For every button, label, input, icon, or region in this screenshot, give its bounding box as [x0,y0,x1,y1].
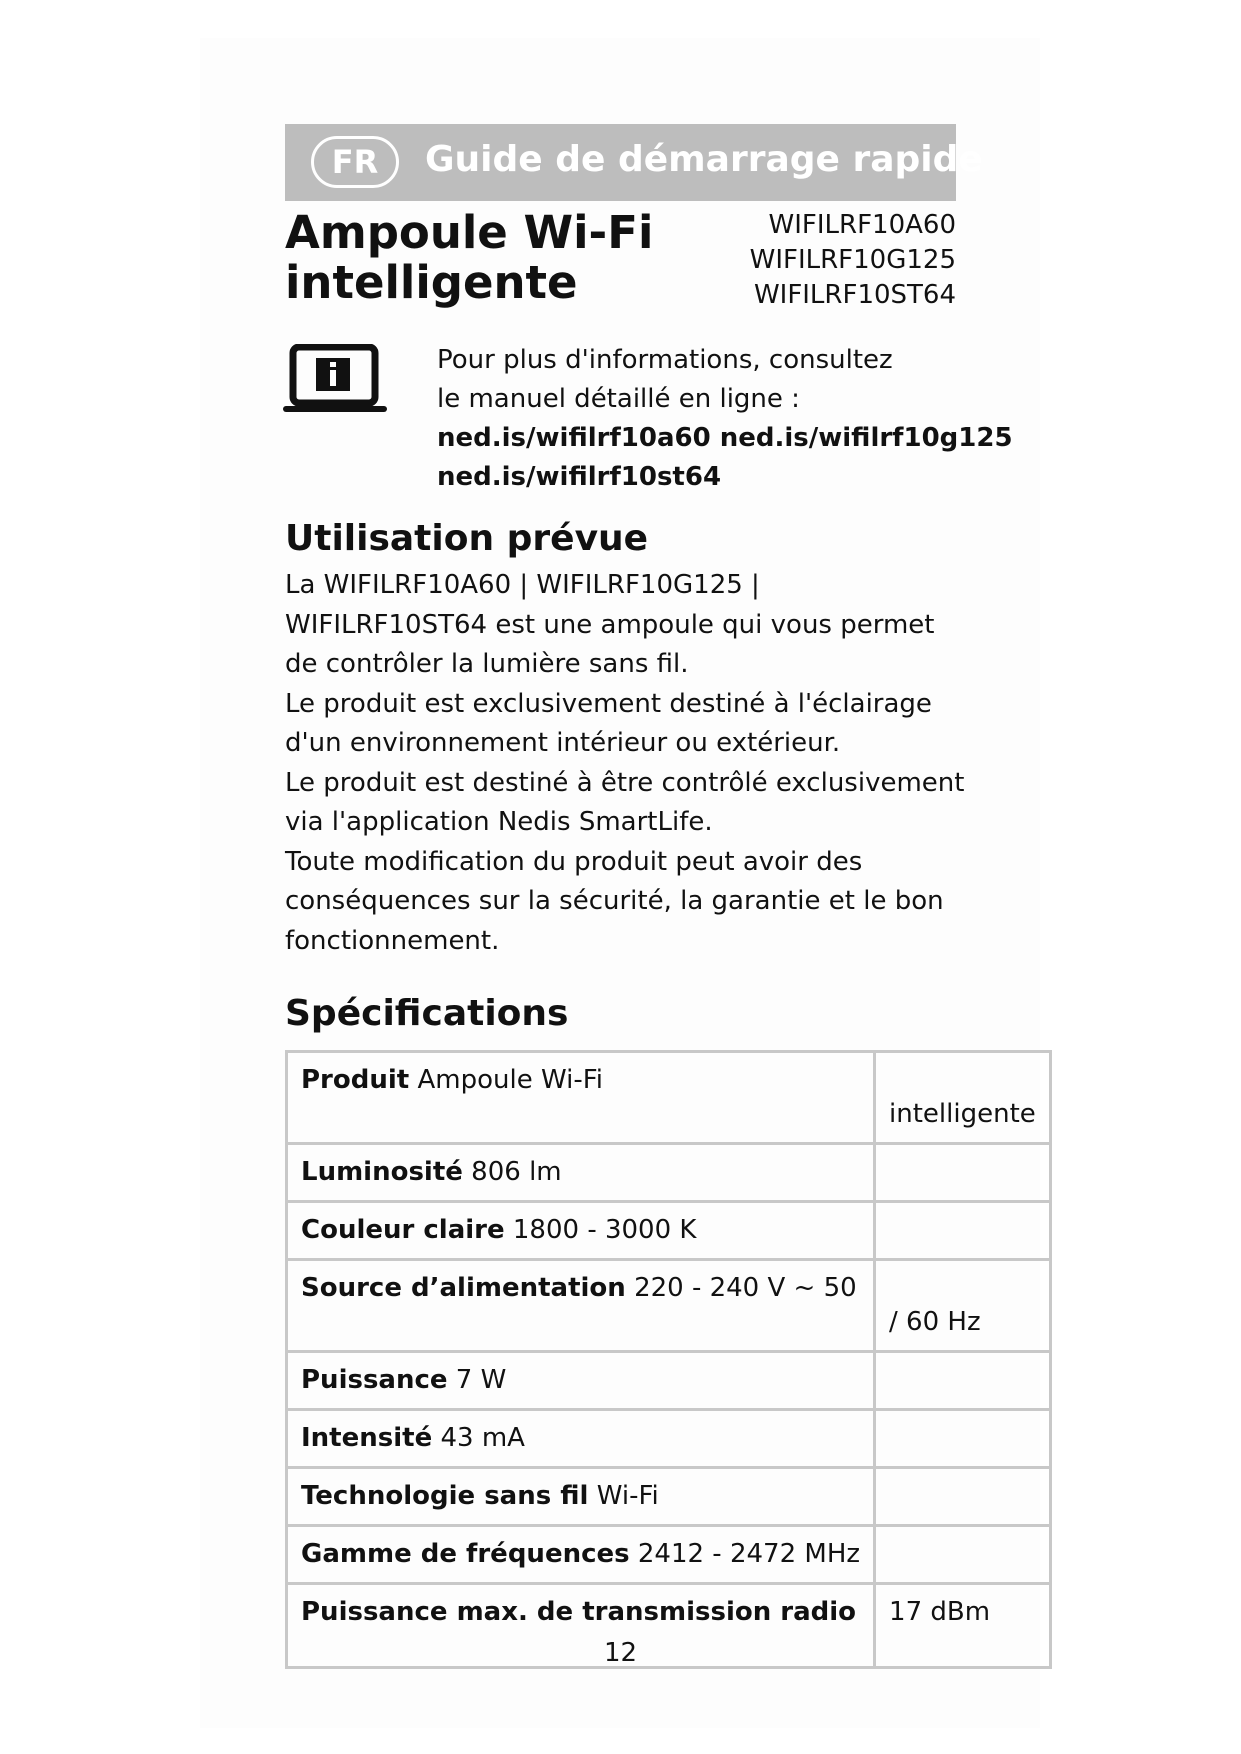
spec-value-cell [875,1352,1051,1410]
spec-value-continued: / 60 Hz [889,1307,981,1337]
spec-value-cell [875,1052,1051,1144]
usage-paragraph: Toute modification du produit peut avoir des conséquences sur la sécurité, la garantie et le bon fonctionnement. [285,846,944,956]
spec-label: Puissance max. de transmission radio [301,1597,857,1627]
info-line: Pour plus d'informations, consultez [437,345,893,375]
model-list [750,208,956,313]
table-row [287,1352,1051,1410]
manual-link[interactable]: ned.is/wifilrf10st64 [437,462,722,492]
spec-value-cell [875,1410,1051,1468]
spec-label-cell [287,1468,875,1526]
spec-label-cell [287,1202,875,1260]
spec-label-cell [287,1260,875,1352]
spec-value: 2412 - 2472 MHz [637,1539,861,1569]
product-title [285,208,653,308]
header-title: Guide de démarrage rapide [425,139,983,180]
spec-value: 1800 - 3000 K [512,1215,697,1245]
usage-paragraph: La WIFILRF10A60 | WIFILRF10G125 | WIFILRF10ST64 est une ampoule qui vous permet de contrôler la lumière sans fil. [285,570,935,679]
spec-label: Gamme de fréquences [301,1539,630,1569]
spec-label-cell [287,1410,875,1468]
spec-label-cell [287,1052,875,1144]
spec-value: 806 lm [471,1157,562,1187]
table-row [287,1410,1051,1468]
spec-value: 7 W [455,1365,507,1395]
usage-paragraph: Le produit est exclusivement destiné à l'éclairage d'un environnement intérieur ou extérieur. [285,688,932,758]
spec-label-cell [287,1526,875,1584]
table-row [287,1202,1051,1260]
spec-value: Wi-Fi [596,1481,659,1511]
spec-label: Source d’alimentation [301,1273,626,1303]
spec-label: Intensité [301,1423,433,1453]
spec-value-cell [875,1526,1051,1584]
spec-label: Couleur claire [301,1215,505,1245]
table-row [287,1260,1051,1352]
spec-label: Luminosité [301,1157,463,1187]
table-row [287,1144,1051,1202]
manual-link[interactable]: ned.is/wifilrf10a60 ned.is/wifilrf10g125 [437,423,1013,453]
usage-text [285,566,965,961]
spec-value-cell [875,1468,1051,1526]
spec-value: 220 - 240 V ~ 50 [634,1273,857,1303]
spec-label-cell [287,1352,875,1410]
spec-value: Ampoule Wi-Fi [417,1065,603,1095]
spec-label: Technologie sans fil [301,1481,589,1511]
table-row [287,1526,1051,1584]
page-number: 12 [603,1638,638,1668]
spec-value-cell [875,1144,1051,1202]
spec-value-cell [875,1202,1051,1260]
model-number: WIFILRF10ST64 [753,280,956,310]
spec-value-continued: 17 dBm [889,1597,991,1627]
language-badge: FR [311,136,399,188]
table-row [287,1468,1051,1526]
spec-label-cell [287,1144,875,1202]
laptop-info-icon [283,344,387,414]
info-line: le manuel détaillé en ligne : [437,384,800,414]
table-row [287,1052,1051,1144]
online-manual-info [437,341,1013,497]
spec-label: Puissance [301,1365,448,1395]
spec-value-cell [875,1260,1051,1352]
spec-label: Produit [301,1065,410,1095]
model-number: WIFILRF10G125 [749,245,956,275]
specs-table [285,1050,1052,1669]
spec-value: 43 mA [440,1423,525,1453]
spec-value-continued: intelligente [889,1099,1036,1129]
product-title-line2: intelligente [285,256,578,309]
header-bar [285,124,983,201]
specs-heading: Spécifications [285,993,569,1034]
usage-heading: Utilisation prévue [285,518,649,559]
model-number: WIFILRF10A60 [768,210,956,240]
product-title-line1: Ampoule Wi-Fi [285,206,654,259]
usage-paragraph: Le produit est destiné à être contrôlé exclusivement via l'application Nedis SmartLife. [285,767,965,837]
